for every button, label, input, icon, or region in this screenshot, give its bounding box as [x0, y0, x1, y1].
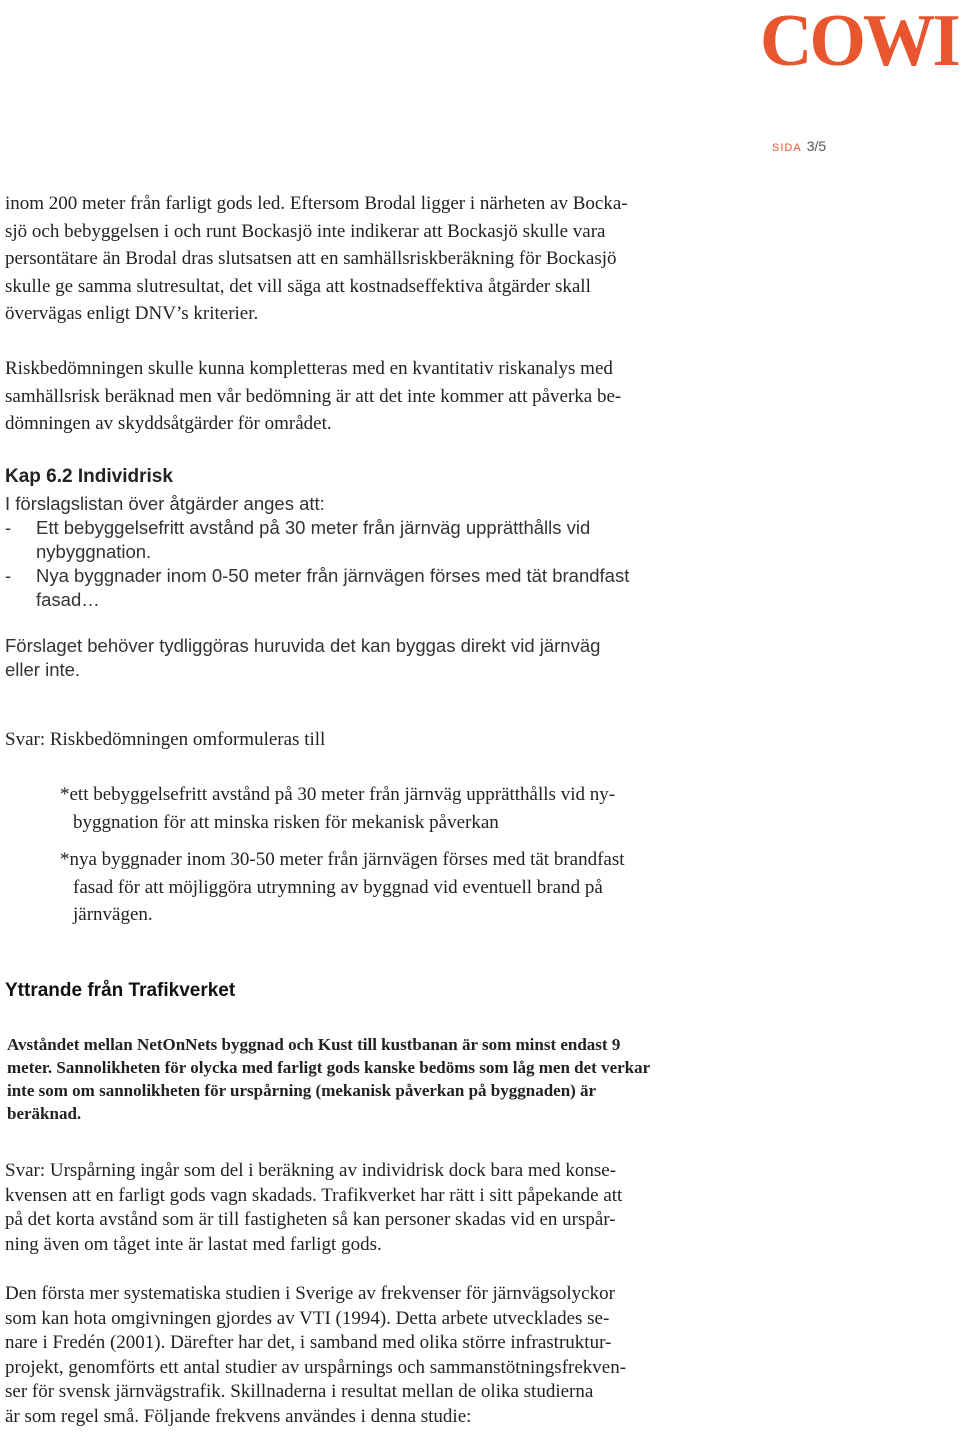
excerpt-bullet-cont: [5, 588, 629, 612]
text-line: projekt, genomförts ett antal studier av urspårnings och sammanstötningsfrekven-: [5, 1356, 627, 1378]
text-line: ning även om tåget inte är lastat med farligt gods.: [5, 1233, 382, 1255]
text-line: fasad för att möjliggöra utrymning av byggnad vid eventuell brand på: [73, 876, 603, 898]
text-line: samhällsrisk beräknad men vår bedömning är att det inte kommer att påverka be-: [5, 385, 622, 407]
text-line: Svar: Urspårning ingår som del i beräkning av individrisk dock bara med konse-: [5, 1160, 617, 1181]
text-line: persontätare än Brodal dras slutsatsen att en samhällsriskberäkning för Bockasjö: [5, 248, 617, 269]
text-line: övervägas enligt DNV’s kriterier.: [5, 303, 259, 324]
cowi-logo: COWI: [760, 0, 958, 82]
text-line: järnvägen.: [73, 904, 153, 925]
excerpt-heading: Kap 6.2 Individrisk: [5, 466, 173, 487]
text-line: Svar: Riskbedömningen omformuleras till: [5, 729, 326, 750]
excerpt-bullet: [5, 516, 629, 540]
excerpt-note: [5, 634, 600, 682]
excerpt-bullet-cont: [5, 540, 629, 564]
text-line: Riskbedömningen skulle kunna kompletteras med en kvantitativ riskanalys med: [5, 358, 613, 379]
paragraph-riskbedomning: [5, 355, 725, 438]
text-line: ser för svensk järnvägstrafik. Skillnaderna i resultat mellan de olika studierna: [5, 1381, 594, 1403]
text-line: skulle ge samma slutresultat, det vill säga att kostnadseffektiva åtgärder skall: [5, 275, 591, 297]
text-line: på det korta avstånd som är till fastigheten så kan personer skadas vid en urspår-: [5, 1209, 616, 1231]
paragraph-studies: [5, 1282, 725, 1430]
text-line: är som regel små. Följande frekvens användes i denna studie:: [5, 1405, 472, 1427]
section-heading: Yttrande från Trafikverket: [5, 980, 236, 1001]
text-line: dömningen av skyddsåtgärder för området.: [5, 413, 332, 434]
bullet-text: nybyggnation.: [36, 541, 152, 562]
page-label: SIDA: [772, 142, 802, 154]
answer-item: [60, 846, 625, 929]
text-line: *nya byggnader inom 30-50 meter från järnvägen förses med tät brandfast: [60, 849, 625, 870]
excerpt-body: [5, 492, 629, 612]
dash-marker: -: [5, 517, 12, 538]
answer-item: [60, 781, 615, 836]
excerpt-bullet: [5, 564, 629, 588]
text-line: meter. Sannolikheten för olycka med farligt gods kanske bedöms som låg men det verkar: [7, 1058, 651, 1077]
bullet-text: Nya byggnader inom 0-50 meter från järnvägen förses med tät brandfast: [36, 565, 630, 586]
text-line: inte som om sannolikheten för urspårning (mekanisk påverkan på byggnaden) är: [7, 1081, 597, 1100]
bullet-text: fasad…: [36, 589, 100, 610]
page-number: 3/5: [806, 138, 827, 154]
trafikverket-quote: [7, 1033, 650, 1125]
text-line: Den första mer systematiska studien i Sverige av frekvenser för järnvägsolyckor: [5, 1283, 615, 1304]
text-line: Förslaget behöver tydliggöras huruvida det kan byggas direkt vid järnväg: [5, 635, 601, 656]
bullet-text: Ett bebyggelsefritt avstånd på 30 meter från järnväg upprätthålls vid: [36, 517, 591, 538]
text-line: *ett bebyggelsefritt avstånd på 30 meter från järnväg upprätthålls vid ny-: [60, 784, 616, 805]
excerpt-intro: I förslagslistan över åtgärder anges att:: [5, 493, 325, 514]
dash-marker: -: [5, 565, 12, 586]
text-line: byggnation för att minska risken för mekanisk påverkan: [73, 811, 499, 833]
text-line: inom 200 meter från farligt gods led. Eftersom Brodal ligger i närheten av Bocka-: [5, 193, 628, 214]
text-line: Avståndet mellan NetOnNets byggnad och Kust till kustbanan är som minst endast 9: [7, 1035, 621, 1054]
text-line: beräknad.: [7, 1104, 82, 1123]
text-line: sjö och bebyggelsen i och runt Bockasjö inte indikerar att Bockasjö skulle vara: [5, 220, 606, 242]
text-line: nare i Fredén (2001). Därefter har det, i samband med olika större infrastruktur-: [5, 1332, 612, 1354]
page-indicator: [772, 138, 826, 154]
paragraph-intro: [5, 190, 725, 328]
answer-intro: [5, 726, 725, 754]
answer-urspårning: [5, 1159, 725, 1257]
text-line: som kan hota omgivningen gjordes av VTI (1994). Detta arbete utvecklades se-: [5, 1307, 610, 1329]
text-line: kvensen att en farligt gods vagn skadads. Trafikverket har rätt i sitt påpekande att: [5, 1184, 623, 1206]
text-line: eller inte.: [5, 659, 81, 680]
